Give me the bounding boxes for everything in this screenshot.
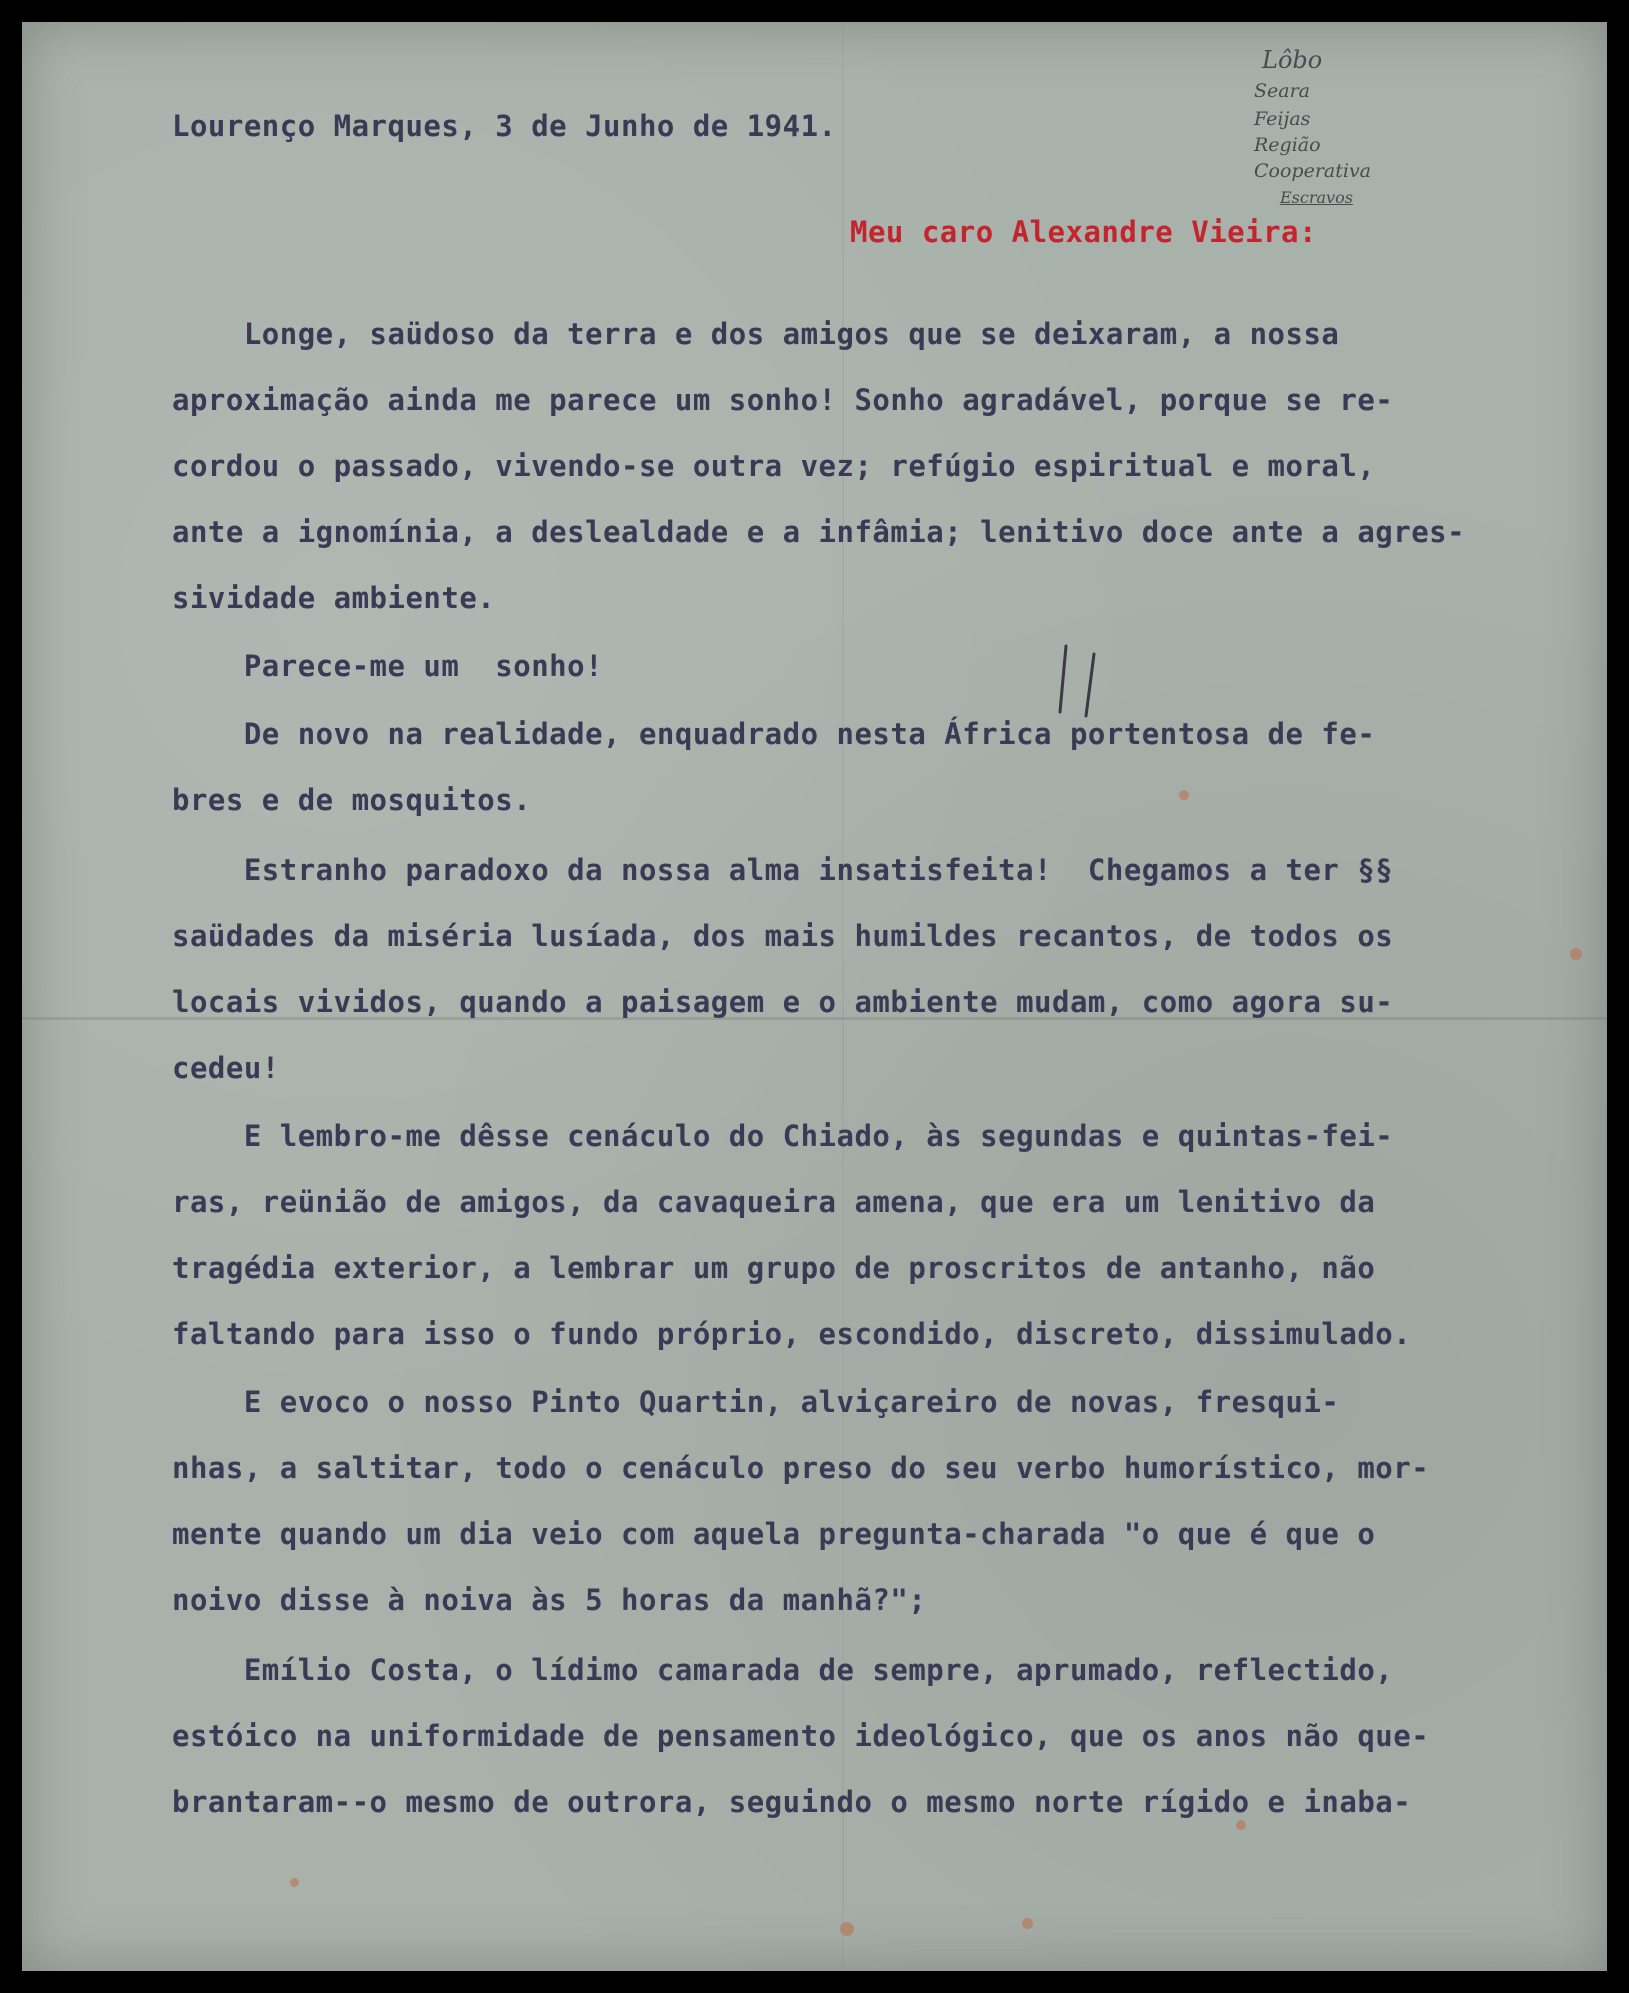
letter-line: brantaram--o mesmo de outrora, seguindo o mesmo norte rígido e inaba- bbox=[172, 1785, 1412, 1819]
letter-line: E lembro-me dêsse cenáculo do Chiado, às segundas e quintas-fei- bbox=[172, 1119, 1394, 1153]
letter-page bbox=[22, 22, 1607, 1971]
handwritten-note: Região bbox=[1254, 134, 1321, 156]
paper-stain bbox=[1570, 948, 1582, 960]
letter-line: Longe, saüdoso da terra e dos amigos que se deixaram, a nossa bbox=[172, 317, 1340, 351]
letter-line: bres e de mosquitos. bbox=[172, 783, 532, 817]
handwritten-note: Cooperativa bbox=[1254, 160, 1372, 182]
handwritten-note: Seara bbox=[1254, 80, 1310, 102]
letter-line: cedeu! bbox=[172, 1051, 280, 1085]
paper-stain bbox=[840, 1922, 854, 1936]
paper-stain bbox=[1179, 790, 1189, 800]
letter-line: De novo na realidade, enquadrado nesta África portentosa de fe- bbox=[172, 717, 1376, 751]
letter-line: ante a ignomínia, a deslealdade e a infâmia; lenitivo doce ante a agres- bbox=[172, 515, 1466, 549]
paper-stain bbox=[290, 1878, 299, 1887]
letter-line: noivo disse à noiva às 5 horas da manhã?"; bbox=[172, 1583, 927, 1617]
letter-line: estóico na uniformidade de pensamento ideológico, que os anos não que- bbox=[172, 1719, 1430, 1753]
paper-stain bbox=[1022, 1918, 1033, 1929]
letter-line: Emílio Costa, o lídimo camarada de sempre, aprumado, reflectido, bbox=[172, 1653, 1394, 1687]
letter-line: aproximação ainda me parece um sonho! Sonho agradável, porque se re- bbox=[172, 383, 1394, 417]
letter-line: tragédia exterior, a lembrar um grupo de proscritos de antanho, não bbox=[172, 1251, 1376, 1285]
date-line: Lourenço Marques, 3 de Junho de 1941. bbox=[172, 109, 837, 143]
handwritten-note: Escravos bbox=[1280, 188, 1353, 207]
letter-line: Estranho paradoxo da nossa alma insatisfeita! Chegamos a ter §§ bbox=[172, 853, 1394, 887]
handwritten-note: Feijas bbox=[1254, 108, 1311, 130]
letter-line: saüdades da miséria lusíada, dos mais humildes recantos, de todos os bbox=[172, 919, 1394, 953]
letter-line: mente quando um dia veio com aquela pregunta-charada "o que é que o bbox=[172, 1517, 1376, 1551]
handwritten-note: Lôbo bbox=[1262, 46, 1323, 74]
letter-line: cordou o passado, vivendo-se outra vez; refúgio espiritual e moral, bbox=[172, 449, 1376, 483]
letter-line: Parece-me um sonho! bbox=[172, 649, 604, 683]
letter-line: E evoco o nosso Pinto Quartin, alviçareiro de novas, fresqui- bbox=[172, 1385, 1340, 1419]
letter-line: ras, reünião de amigos, da cavaqueira amena, que era um lenitivo da bbox=[172, 1185, 1376, 1219]
salutation: Meu caro Alexandre Vieira: bbox=[850, 215, 1317, 249]
letter-line: faltando para isso o fundo próprio, escondido, discreto, dissimulado. bbox=[172, 1317, 1412, 1351]
paper-stain bbox=[1236, 1820, 1246, 1830]
letter-line: nhas, a saltitar, todo o cenáculo preso do seu verbo humorístico, mor- bbox=[172, 1451, 1430, 1485]
letter-line: locais vividos, quando a paisagem e o ambiente mudam, como agora su- bbox=[172, 985, 1394, 1019]
letter-line: sividade ambiente. bbox=[172, 581, 496, 615]
handwritten-slash-mark bbox=[1052, 642, 1112, 722]
